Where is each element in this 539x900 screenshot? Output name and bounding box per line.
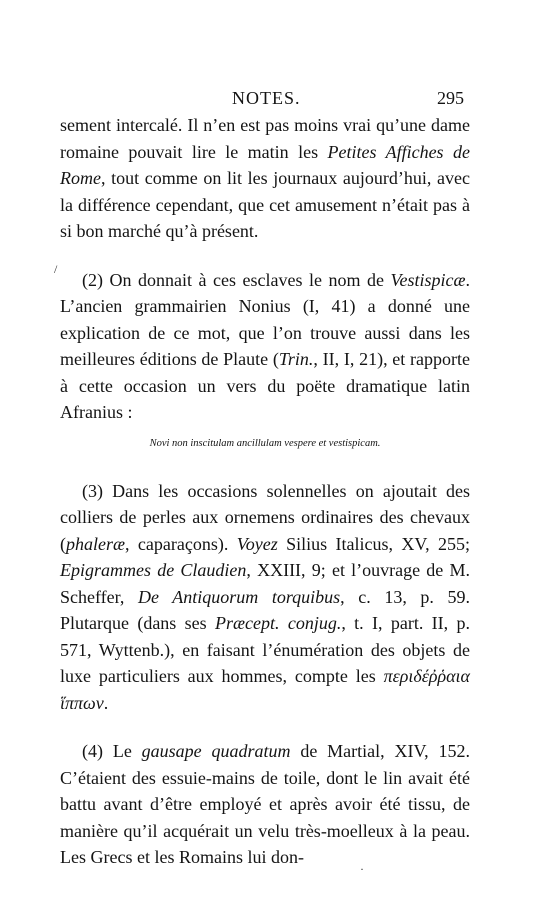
text-run: , t. I, part. II, p. 571, Wyttenb.), en faisant l’énumération des objets de luxe particuliers aux hommes, compte les — [60, 613, 470, 686]
italic-text: Præcept. conjug. — [215, 613, 342, 633]
paragraph-gap — [60, 245, 470, 267]
italic-text: Voyez — [236, 533, 278, 554]
text-run: (2) On donnait à ces esclaves le nom de — [82, 269, 391, 290]
italic-text: περιδέῤῥαια ἵππων — [60, 666, 470, 713]
page-number: 295 — [437, 88, 464, 108]
page-header — [60, 88, 468, 114]
paragraph-gap — [60, 460, 470, 478]
italic-text: Trin. — [278, 349, 314, 369]
margin-mark: · — [360, 862, 364, 876]
italic-text: Vestispicæ — [390, 269, 466, 290]
note-paragraph — [60, 478, 470, 717]
note-paragraph — [60, 112, 470, 245]
running-title: NOTES. — [232, 88, 301, 108]
text-run: , tout comme on lit les journaux aujourd’hui, avec la différence cependant, que cet amusement n’était pas à si bon marché qu’à présent. — [60, 168, 470, 241]
text-run: (4) Le — [82, 741, 142, 761]
text-run: , c. 13, p. 59. Plutarque (dans ses — [60, 586, 470, 633]
text-run: Silius Italicus, XV, 255; — [277, 533, 470, 554]
text-run: de Martial, XIV, 152. C’étaient des essuie-mains de toile, dont le lin avait été battu avant d’être employé et après avoir été tissu, de manière qu’il acquérait un velu très-moelleux à la peau. Les Grecs et les Romains lui don- — [60, 741, 470, 867]
text-run: . L’ancien grammairien Nonius (I, 41) a donné une explication de ce mot, que l’on trouve aussi dans les meilleures éditions de Plaute ( — [60, 269, 470, 369]
paragraph-gap — [60, 716, 470, 738]
italic-text: gausape quadratum — [141, 741, 291, 761]
text-run: (3) Dans les occasions solennelles on ajoutait des colliers de perles aux ornemens ordinaires des chevaux ( — [60, 480, 470, 554]
text-run: , XXIII, 9; et l’ouvrage de M. Scheffer, — [60, 560, 470, 607]
note-paragraph — [60, 267, 470, 426]
text-run: sement intercalé. Il n’en est pas moins vrai qu’une dame romaine pouvait lire le matin les — [60, 115, 470, 162]
note-paragraph — [60, 738, 470, 871]
italic-text: phaleræ — [66, 533, 126, 554]
italic-text: De Antiquorum torquibus — [138, 586, 341, 607]
italic-text: Petites Affiches de Rome — [60, 141, 470, 188]
text-run: , II, I, 21), et rapporte à cette occasion un vers du poëte dramatique latin Afranius : — [60, 349, 470, 422]
text-run: , caparaçons). — [125, 533, 237, 554]
text-run: . — [103, 692, 109, 713]
notes-body — [60, 112, 470, 871]
latin-verse-quote: Novi non inscitulam ancillulam vespere et vestispicam. — [149, 437, 381, 449]
margin-mark: / — [54, 262, 58, 276]
italic-text: Epigrammes de Claudien — [60, 560, 247, 580]
